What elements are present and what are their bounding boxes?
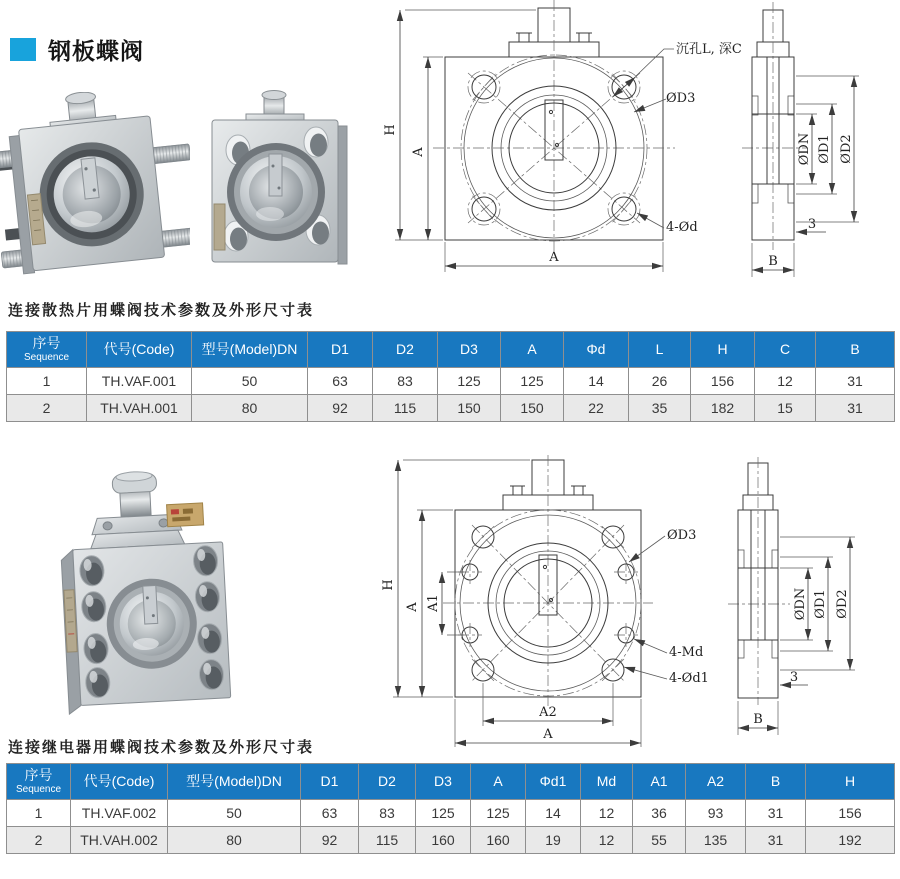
dim-label-A1: A1 <box>426 594 441 612</box>
col-header: 型号(Model)DN <box>168 764 301 800</box>
table-row <box>7 827 895 854</box>
dim-label-A: A <box>411 147 426 157</box>
col-header: D1 <box>308 332 373 368</box>
cell: 135 <box>686 827 746 854</box>
counterbore-label: 沉孔L, 深C <box>676 42 742 57</box>
col-header: Φd <box>564 332 629 368</box>
dimension-wall <box>780 670 808 685</box>
cell: 115 <box>359 827 416 854</box>
cell: 192 <box>806 827 895 854</box>
col-header: D2 <box>373 332 438 368</box>
dim-label-A2: A2 <box>539 705 557 720</box>
seq-en: Sequence <box>23 351 70 363</box>
seq-zh: 序号 <box>32 335 61 352</box>
cell: 14 <box>564 368 629 395</box>
col-header: A1 <box>633 764 686 800</box>
seq-zh: 序号 <box>24 767 53 784</box>
cell: 1 <box>7 368 87 395</box>
cell: 55 <box>633 827 686 854</box>
header-row <box>7 332 895 368</box>
col-header: H <box>691 332 755 368</box>
dimension-wall <box>796 217 826 232</box>
d3-label: ØD3 <box>667 528 697 543</box>
col-header: B <box>746 764 806 800</box>
md-label: 4-Md <box>669 645 704 660</box>
technical-drawing-radiator-valve <box>380 0 900 296</box>
cell: 22 <box>564 395 629 422</box>
seq-en: Sequence <box>15 783 62 795</box>
cell: TH.VAH.001 <box>87 395 192 422</box>
front-view <box>381 455 709 747</box>
product-photo-relay-valve <box>55 470 235 715</box>
cell: 92 <box>301 827 359 854</box>
cell: 125 <box>438 368 501 395</box>
counterbore-callout <box>613 41 742 97</box>
cell: 31 <box>816 395 895 422</box>
d3-callout <box>634 91 695 112</box>
wall-label: 3 <box>807 217 817 232</box>
holes-callout <box>637 213 698 235</box>
dim-label-A: A <box>549 250 559 265</box>
col-header: 型号(Model)DN <box>192 332 308 368</box>
holes-label: 4-Ød1 <box>669 671 709 686</box>
cell: 83 <box>359 800 416 827</box>
valve-body <box>57 470 231 714</box>
table-row <box>7 800 895 827</box>
relay-valve-spec-table <box>6 763 895 854</box>
md-callout <box>634 639 703 660</box>
cell: 125 <box>501 368 564 395</box>
dim-label-H: H <box>381 579 396 591</box>
dn-label: ØDN <box>797 132 812 166</box>
side-view <box>728 457 855 735</box>
cell: 12 <box>581 800 633 827</box>
spec-sticker <box>167 503 204 527</box>
title-bullet-square <box>10 38 36 61</box>
col-header: Md <box>581 764 633 800</box>
dim-label-H: H <box>383 124 398 136</box>
col-header: B <box>816 332 895 368</box>
front-view <box>383 0 742 272</box>
cell: 92 <box>308 395 373 422</box>
plate-side-face <box>338 126 347 264</box>
col-header: 代号(Code) <box>87 332 192 368</box>
cell: 150 <box>438 395 501 422</box>
cell: 31 <box>746 827 806 854</box>
bolt <box>103 522 112 530</box>
cell: 26 <box>629 368 691 395</box>
dim-label-A: A <box>405 602 420 612</box>
col-header: D1 <box>301 764 359 800</box>
dimension-B <box>738 701 778 735</box>
cell: 93 <box>686 800 746 827</box>
b-label: B <box>753 712 763 727</box>
bolt <box>159 519 168 527</box>
wall-label: 3 <box>789 670 799 685</box>
stem-cap <box>262 91 286 100</box>
valve-body <box>0 92 190 276</box>
d2-label: ØD2 <box>835 589 850 619</box>
technical-drawing-relay-valve <box>380 455 900 755</box>
disc-stem-plate <box>143 585 158 624</box>
d2-label: ØD2 <box>839 134 854 164</box>
dim-label-A: A <box>543 727 553 742</box>
d1-label: ØD1 <box>813 589 828 619</box>
holes-label: 4-Ød <box>666 220 698 235</box>
cell: 12 <box>755 368 816 395</box>
side-view <box>742 2 859 277</box>
col-header: D2 <box>359 764 416 800</box>
col-header: A <box>471 764 526 800</box>
cell: 125 <box>416 800 471 827</box>
cell: TH.VAF.002 <box>71 800 168 827</box>
d1-label: ØD1 <box>817 134 832 164</box>
cell: 150 <box>501 395 564 422</box>
dimension-DN <box>796 114 817 184</box>
cell: 31 <box>816 368 895 395</box>
screw <box>272 165 275 168</box>
page-title: 钢板蝶阀 <box>48 38 144 64</box>
dn-label: ØDN <box>793 587 808 621</box>
col-header: A2 <box>686 764 746 800</box>
cell: TH.VAF.001 <box>87 368 192 395</box>
cell: 31 <box>746 800 806 827</box>
dimension-A1 <box>426 572 464 635</box>
cell: 1 <box>7 800 71 827</box>
cell: 63 <box>308 368 373 395</box>
table-caption-relay: 连接继电器用蝶阀技术参数及外形尺寸表 <box>8 739 315 756</box>
col-header: D3 <box>416 764 471 800</box>
dimension-A-left <box>411 57 443 240</box>
page-header <box>10 33 144 66</box>
col-header-sequence <box>7 332 87 368</box>
holes-callout <box>624 667 709 686</box>
radiator-valve-spec-table <box>6 331 895 422</box>
cell: 50 <box>168 800 301 827</box>
cell: 156 <box>806 800 895 827</box>
b-label: B <box>768 254 778 269</box>
cell: 19 <box>526 827 581 854</box>
col-header: H <box>806 764 895 800</box>
table-row <box>7 368 895 395</box>
disc-stem-plate <box>269 154 282 196</box>
cell: 35 <box>629 395 691 422</box>
d3-label: ØD3 <box>666 91 696 106</box>
cell: 14 <box>526 800 581 827</box>
cell: 115 <box>373 395 438 422</box>
col-header: A <box>501 332 564 368</box>
col-header: D3 <box>438 332 501 368</box>
table-caption-radiator: 连接散热片用蝶阀技术参数及外形尺寸表 <box>8 302 315 319</box>
col-header: C <box>755 332 816 368</box>
cell: 15 <box>755 395 816 422</box>
cell: 2 <box>7 827 71 854</box>
cell: 80 <box>192 395 308 422</box>
cell: 125 <box>471 800 526 827</box>
d3-callout <box>629 528 696 562</box>
cell: 83 <box>373 368 438 395</box>
cell: 182 <box>691 395 755 422</box>
cell: 80 <box>168 827 301 854</box>
dimension-H <box>383 10 536 240</box>
col-header-sequence <box>7 764 71 800</box>
cell: 2 <box>7 395 87 422</box>
highlight <box>256 207 284 221</box>
name-plate <box>214 204 225 250</box>
col-header: Φd1 <box>526 764 581 800</box>
col-header: 代号(Code) <box>71 764 168 800</box>
screw <box>278 187 281 190</box>
cell: 156 <box>691 368 755 395</box>
table-row <box>7 395 895 422</box>
cell: 160 <box>416 827 471 854</box>
valve-body <box>212 91 347 265</box>
cell: 63 <box>301 800 359 827</box>
cell: 50 <box>192 368 308 395</box>
header-row <box>7 764 895 800</box>
product-photo-valve-with-slots <box>192 86 354 294</box>
cell: 160 <box>471 827 526 854</box>
cell: TH.VAH.002 <box>71 827 168 854</box>
col-header: L <box>629 332 691 368</box>
product-photo-valve-with-studs <box>0 92 190 297</box>
cell: 36 <box>633 800 686 827</box>
cell: 12 <box>581 827 633 854</box>
